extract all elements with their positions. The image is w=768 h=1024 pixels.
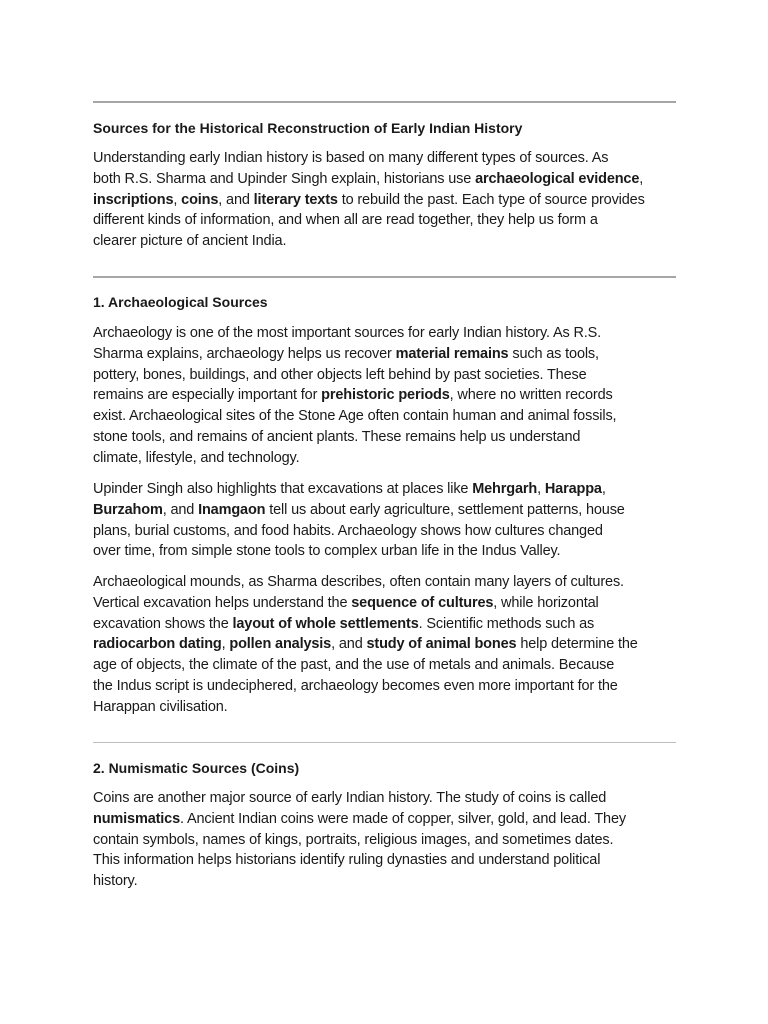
text-line: Burzahom, and Inamgaon tell us about early agriculture, settlement patterns, house [93, 501, 625, 518]
text-line: Understanding early Indian history is based on many different types of sources. As [93, 150, 609, 166]
numismatic-paragraph [93, 788, 683, 892]
emphasized-term: Inamgaon [198, 501, 266, 518]
text-line: Sharma explains, archaeology helps us recover material remains such as tools, [93, 345, 599, 362]
emphasized-term: study of animal bones [366, 636, 517, 653]
text-line: Archaeology is one of the most important sources for early Indian history. As R.S. [93, 325, 602, 341]
text-line: contain symbols, names of kings, portraits, religious images, and sometimes dates. [93, 831, 614, 848]
text-line: remains are especially important for prehistoric periods, where no written records [93, 387, 613, 404]
section-divider [93, 742, 676, 743]
text-line: Archaeological mounds, as Sharma describes, often contain many layers of cultures. [93, 574, 624, 590]
text-line: different kinds of information, and when all are read together, they help us form a [93, 212, 598, 229]
emphasized-term: Mehrgarh [472, 481, 538, 497]
emphasized-term: archaeological evidence [475, 170, 640, 187]
text-line: plans, burial customs, and food habits. Archaeology shows how cultures changed [93, 522, 603, 539]
emphasized-term: coins [181, 191, 219, 208]
text-line: excavation shows the layout of whole settlements. Scientific methods such as [93, 615, 595, 632]
emphasized-term: literary texts [253, 191, 338, 208]
section-divider [93, 101, 676, 103]
text-line: Vertical excavation helps understand the sequence of cultures, while horizontal [93, 594, 599, 611]
section-heading-archaeological: 1. Archaeological Sources [93, 294, 268, 310]
emphasized-term: pollen analysis [229, 636, 332, 653]
emphasized-term: inscriptions [93, 191, 174, 208]
emphasized-term: Burzahom [93, 501, 163, 518]
text-line: stone tools, and remains of ancient plants. These remains help us understand [93, 428, 581, 445]
emphasized-term: prehistoric periods [321, 387, 450, 404]
text-line: over time, from simple stone tools to complex urban life in the Indus Valley. [93, 543, 561, 560]
archaeology-paragraph-1 [93, 323, 683, 469]
emphasized-term: numismatics [93, 810, 180, 827]
intro-paragraph [93, 148, 683, 252]
section-heading-intro: Sources for the Historical Reconstruction of Early Indian History [93, 120, 523, 136]
archaeology-paragraph-3 [93, 572, 683, 718]
text-line: inscriptions, coins, and literary texts to rebuild the past. Each type of source provides [93, 191, 645, 208]
text-line: the Indus script is undeciphered, archaeology becomes even more important for the [93, 677, 618, 694]
text-line: both R.S. Sharma and Upinder Singh explain, historians use archaeological evidence, [93, 170, 644, 187]
section-divider [93, 276, 676, 278]
section-heading-numismatic: 2. Numismatic Sources (Coins) [93, 760, 300, 776]
emphasized-term: Harappa [544, 481, 602, 497]
text-line: history. [93, 873, 138, 890]
archaeology-paragraph-2 [93, 479, 683, 562]
text-line: age of objects, the climate of the past, and the use of metals and animals. Because [93, 657, 615, 674]
text-line: clearer picture of ancient India. [93, 233, 287, 250]
text-line: Upinder Singh also highlights that excavations at places like Mehrgarh, Harappa, [93, 481, 606, 497]
emphasized-term: layout of whole settlements [232, 615, 419, 632]
emphasized-term: radiocarbon dating [93, 636, 222, 653]
emphasized-term: material remains [395, 345, 509, 362]
text-line: numismatics. Ancient Indian coins were made of copper, silver, gold, and lead. They [93, 810, 626, 827]
text-line: radiocarbon dating, pollen analysis, and study of animal bones help determine the [93, 636, 638, 653]
text-line: pottery, bones, buildings, and other objects left behind by past societies. These [93, 366, 587, 383]
emphasized-term: sequence of cultures [351, 594, 494, 611]
text-line: Coins are another major source of early Indian history. The study of coins is called [93, 790, 607, 806]
text-line: exist. Archaeological sites of the Stone Age often contain human and animal fossils, [93, 408, 617, 425]
text-line: This information helps historians identify ruling dynasties and understand political [93, 852, 601, 869]
text-line: climate, lifestyle, and technology. [93, 449, 300, 466]
text-line: Harappan civilisation. [93, 698, 228, 715]
